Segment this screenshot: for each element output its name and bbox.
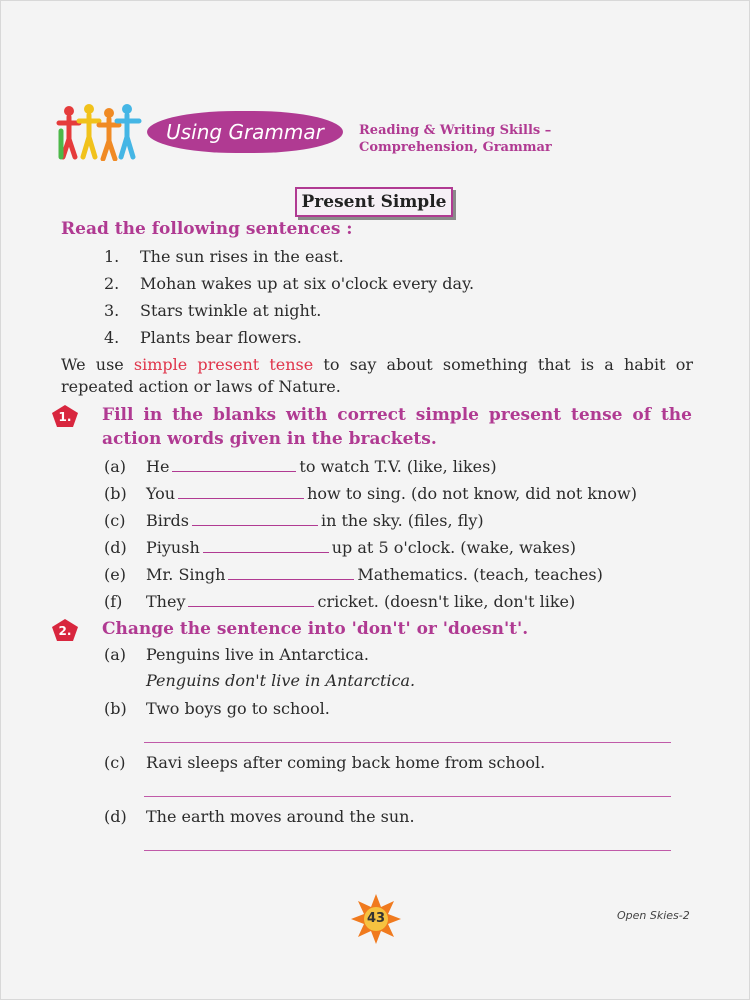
- fill-item-c: (c) Birds in the sky. (files, fly): [104, 511, 484, 530]
- fill-item-d: (d) Piyush up at 5 o'clock. (wake, wakes): [104, 538, 576, 557]
- question-2-text: Change the sentence into 'don't' or 'doesn't'.: [102, 619, 529, 639]
- skills-label: Reading & Writing Skills – Comprehension, Grammar: [359, 123, 552, 155]
- answer-line[interactable]: [144, 850, 671, 851]
- fill-item-f: (f) They cricket. (doesn't like, don't like): [104, 592, 576, 611]
- blank-input[interactable]: [172, 456, 296, 472]
- page-title: Present Simple: [295, 187, 453, 217]
- answer-line[interactable]: [144, 742, 671, 743]
- blank-input[interactable]: [228, 564, 354, 580]
- explanation-paragraph: We use simple present tense to say about something that is a habit or repeated action or laws of Nature.: [61, 355, 694, 396]
- list-item: 2. Mohan wakes up at six o'clock every day.: [104, 274, 475, 293]
- blank-input[interactable]: [188, 591, 314, 607]
- svg-text:1.: 1.: [58, 410, 72, 424]
- fill-item-e: (e) Mr. Singh Mathematics. (teach, teaches): [104, 565, 603, 584]
- fill-item-b: (b) You how to sing. (do not know, did not know): [104, 484, 637, 503]
- question-2-badge: [51, 618, 79, 642]
- page-number: 43: [366, 911, 386, 926]
- question-1-badge: [51, 404, 79, 428]
- change-item-d: (d) The earth moves around the sun.: [104, 807, 415, 826]
- example-answer: Penguins don't live in Antarctica.: [146, 671, 416, 690]
- change-item-a: (a) Penguins live in Antarctica.: [104, 645, 369, 664]
- svg-text:2.: 2.: [58, 624, 72, 638]
- list-item: 1. The sun rises in the east.: [104, 247, 344, 266]
- blank-input[interactable]: [192, 510, 318, 526]
- children-group-icon: [55, 101, 147, 161]
- list-item: 3. Stars twinkle at night.: [104, 301, 322, 320]
- change-item-c: (c) Ravi sleeps after coming back home from school.: [104, 753, 546, 772]
- list-item: 4. Plants bear flowers.: [104, 328, 302, 347]
- question-1-text: Fill in the blanks with correct simple present tense of the action words given in the brackets.: [102, 405, 692, 449]
- blank-input[interactable]: [203, 537, 329, 553]
- read-heading: Read the following sentences :: [61, 219, 353, 239]
- book-footer: Open Skies-2: [617, 909, 690, 922]
- blank-input[interactable]: [178, 483, 304, 499]
- change-item-b: (b) Two boys go to school.: [104, 699, 330, 718]
- answer-line[interactable]: [144, 796, 671, 797]
- section-banner: Using Grammar: [147, 111, 343, 153]
- fill-item-a: (a) He to watch T.V. (like, likes): [104, 457, 497, 476]
